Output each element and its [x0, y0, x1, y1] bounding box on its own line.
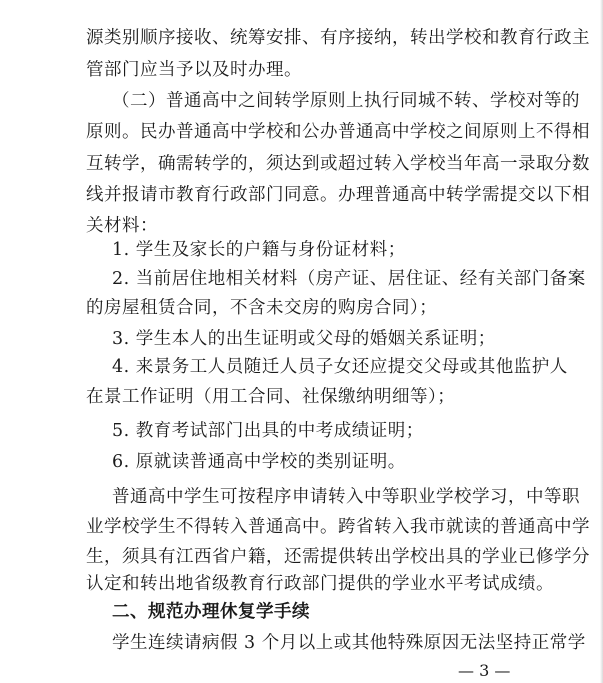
text-line: 业学校学生不得转入普通高中。跨省转入我市就读的普通高中学 — [86, 517, 590, 537]
text-line: 管部门应当予以及时办理。 — [86, 60, 302, 80]
text-line: 学生连续请病假 3 个月以上或其他特殊原因无法坚持正常学 — [112, 633, 586, 653]
text-line: （二）普通高中之间转学原则上执行同城不转、学校对等的 — [112, 91, 580, 111]
text-line: 在景工作证明（用工合同、社保缴纳明细等）； — [86, 387, 456, 407]
text-line: 源类别顺序接收、统筹安排、有序接纳，转出学校和教育行政主 — [86, 28, 590, 48]
text-line: 认定和转出地省级教育行政部门提供的学业水平考试成绩。 — [86, 574, 554, 594]
text-line: 原则。民办普通高中学校和公办普通高中学校之间原则上不得相 — [86, 122, 590, 142]
list-item: 2. 当前居住地相关材料（房产证、居住证、经有关部门备案 — [112, 269, 586, 289]
list-item: 3. 学生本人的出生证明或父母的婚姻关系证明； — [112, 329, 496, 349]
text-line: 生，须具有江西省户籍，还需提供转出学校出具的学业已修学分 — [86, 547, 590, 567]
text-line: 普通高中学生可按程序申请转入中等职业学校学习，中等职 — [112, 487, 580, 507]
list-item: 5. 教育考试部门出具的中考成绩证明； — [112, 421, 424, 441]
text-line: 线并报请市教育行政部门同意。办理普通高中转学需提交以下相 — [86, 185, 590, 205]
text-line: 关材料： — [86, 216, 158, 236]
page-number: — 3 — — [458, 661, 511, 680]
list-item: 4. 来景务工人员随迁人员子女还应提交父母或其他监护人 — [112, 357, 568, 377]
text-line: 的房屋租赁合同，不含未交房的购房合同）； — [86, 298, 438, 318]
text-line: 互转学，确需转学的，须达到或超过转入学校当年高一录取分数 — [86, 154, 590, 174]
section-heading: 二、规范办理休复学手续 — [112, 602, 310, 622]
list-item: 6. 原就读普通高中学校的类别证明。 — [112, 452, 406, 472]
list-item: 1. 学生及家长的户籍与身份证材料； — [112, 240, 406, 260]
